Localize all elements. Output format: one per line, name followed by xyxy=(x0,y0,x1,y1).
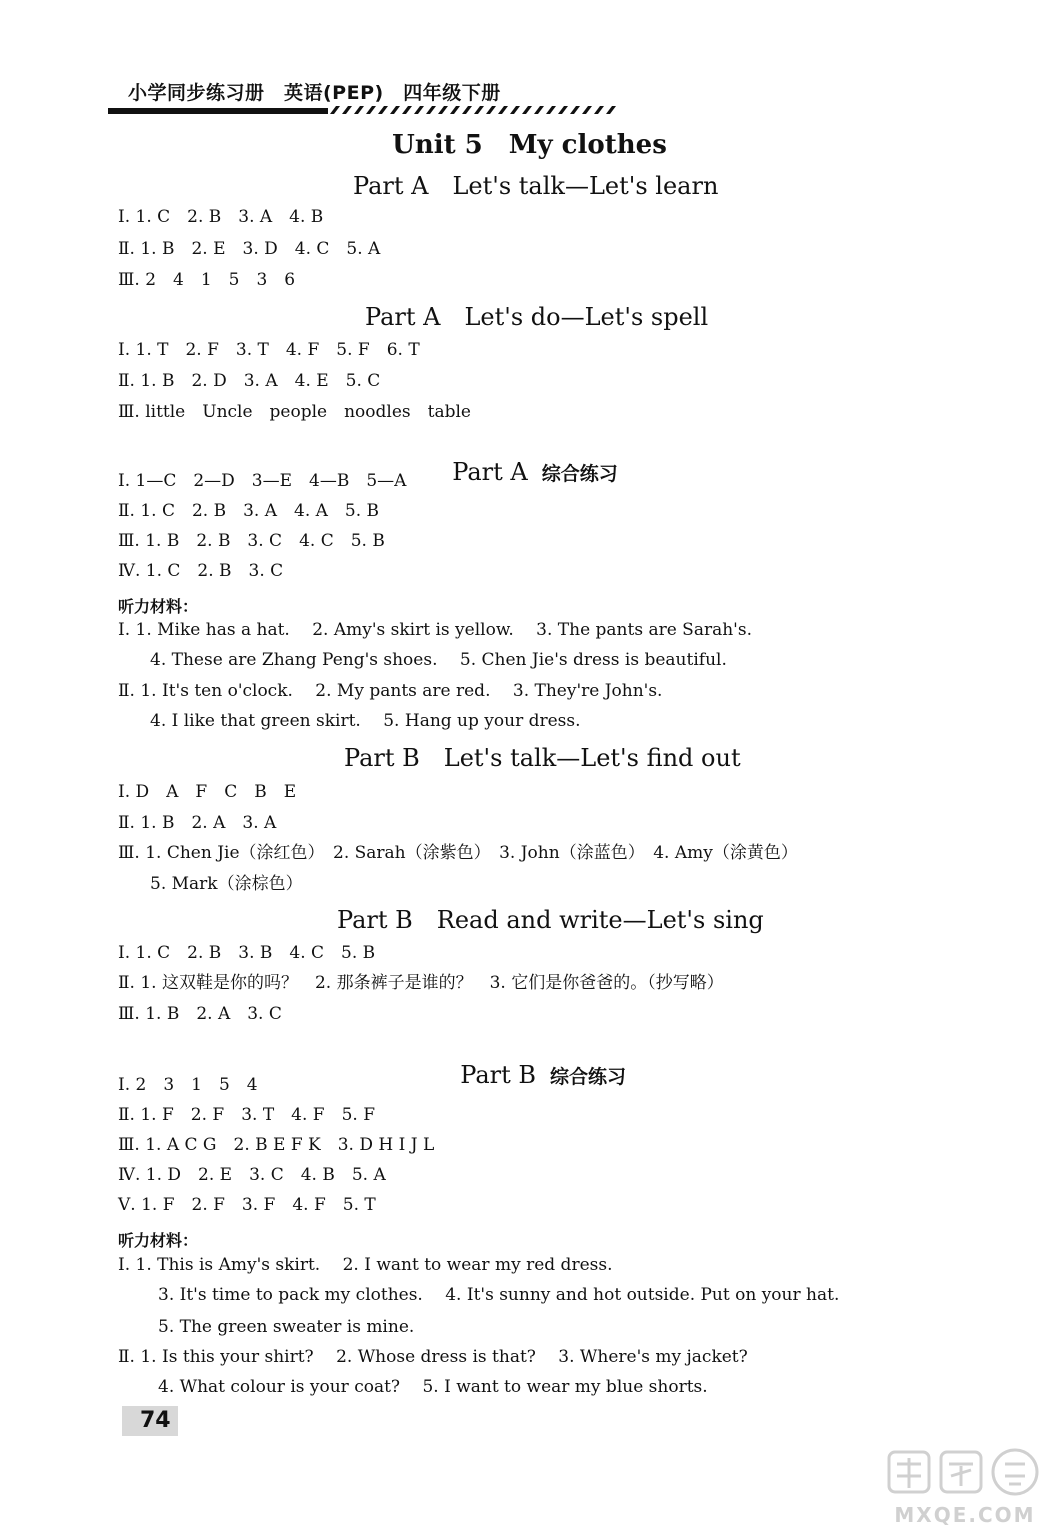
answer-line: Ⅲ. 2 4 1 5 3 6 xyxy=(118,270,296,290)
answer-line: Ⅰ. 1—C 2—D 3—E 4—B 5—A xyxy=(118,471,407,491)
section-title: Part A Let's talk—Let's learn xyxy=(353,172,719,200)
answer-line: Ⅳ. 1. C 2. B 3. C xyxy=(118,561,284,581)
answer-line: Ⅳ. 1. D 2. E 3. C 4. B 5. A xyxy=(118,1165,386,1185)
section-title-en: Part B xyxy=(460,1061,537,1089)
section-title-en: Part A xyxy=(452,458,528,486)
listening-line: Ⅰ. 1. Mike has a hat. 2. Amy's skirt is yellow. 3. The pants are Sarah's. xyxy=(118,620,752,640)
section-title-cn: 综合练习 xyxy=(550,1066,627,1088)
answer-line: Ⅱ. 1. B 2. D 3. A 4. E 5. C xyxy=(118,371,381,391)
answer-line: Ⅲ. 1. B 2. B 3. C 4. C 5. B xyxy=(118,531,385,551)
answer-line: 5. Mark（涂棕色） xyxy=(150,874,303,894)
listening-line: Ⅱ. 1. Is this your shirt? 2. Whose dress is that? 3. Where's my jacket? xyxy=(118,1347,748,1367)
answer-line: Ⅲ. 1. B 2. A 3. C xyxy=(118,1004,282,1024)
section-title xyxy=(445,1033,626,1089)
listening-line: 4. I like that green skirt. 5. Hang up your dress. xyxy=(150,711,581,731)
section-title-cn: 综合练习 xyxy=(541,463,618,485)
watermark-logo xyxy=(885,1446,1045,1528)
book-header: 小学同步练习册 英语(PEP) 四年级下册 xyxy=(128,82,501,104)
listening-line: 4. What colour is your coat? 5. I want to wear my blue shorts. xyxy=(158,1377,708,1397)
answer-line: Ⅰ. 2 3 1 5 4 xyxy=(118,1075,258,1095)
section-title xyxy=(437,430,618,486)
listening-line: Ⅱ. 1. It's ten o'clock. 2. My pants are red. 3. They're John's. xyxy=(118,681,663,701)
answer-line: Ⅲ. little Uncle people noodles table xyxy=(118,402,471,422)
listening-line: 5. The green sweater is mine. xyxy=(158,1317,415,1337)
answer-line: Ⅱ. 1. F 2. F 3. T 4. F 5. F xyxy=(118,1105,376,1125)
unit-title: Unit 5 My clothes xyxy=(392,130,667,160)
answer-line: Ⅴ. 1. F 2. F 3. F 4. F 5. T xyxy=(118,1195,376,1215)
listening-label: 听力材料： xyxy=(118,1231,199,1250)
section-title: Part A Let's do—Let's spell xyxy=(365,303,709,331)
answer-line: Ⅱ. 1. B 2. A 3. A xyxy=(118,813,277,833)
header-rule xyxy=(108,105,628,115)
listening-label: 听力材料： xyxy=(118,597,199,616)
page-number: 74 xyxy=(122,1406,178,1436)
answer-line: Ⅰ. 1. T 2. F 3. T 4. F 5. F 6. T xyxy=(118,340,420,360)
answer-line: Ⅲ. 1. Chen Jie（涂红色） 2. Sarah（涂紫色） 3. John（涂蓝色） 4. Amy（涂黄色） xyxy=(118,843,798,863)
listening-line: 3. It's time to pack my clothes. 4. It's sunny and hot outside. Put on your hat. xyxy=(158,1285,840,1305)
answer-line: Ⅰ. 1. C 2. B 3. A 4. B xyxy=(118,207,324,227)
svg-text:MXQE.COM: MXQE.COM xyxy=(894,1503,1036,1527)
section-title: Part B Read and write—Let's sing xyxy=(337,906,764,934)
answer-line: Ⅲ. 1. A C G 2. B E F K 3. D H I J L xyxy=(118,1135,435,1155)
listening-line: 4. These are Zhang Peng's shoes. 5. Chen Jie's dress is beautiful. xyxy=(150,650,727,670)
answer-line: Ⅱ. 1. 这双鞋是你的吗？ 2. 那条裤子是谁的？ 3. 它们是你爸爸的。（抄写略） xyxy=(118,973,724,993)
answer-line: Ⅰ. D A F C B E xyxy=(118,782,297,802)
section-title: Part B Let's talk—Let's find out xyxy=(344,744,741,772)
listening-line: Ⅰ. 1. This is Amy's skirt. 2. I want to wear my red dress. xyxy=(118,1255,613,1275)
answer-line: Ⅱ. 1. B 2. E 3. D 4. C 5. A xyxy=(118,239,381,259)
answer-line: Ⅰ. 1. C 2. B 3. B 4. C 5. B xyxy=(118,943,376,963)
answer-line: Ⅱ. 1. C 2. B 3. A 4. A 5. B xyxy=(118,501,380,521)
